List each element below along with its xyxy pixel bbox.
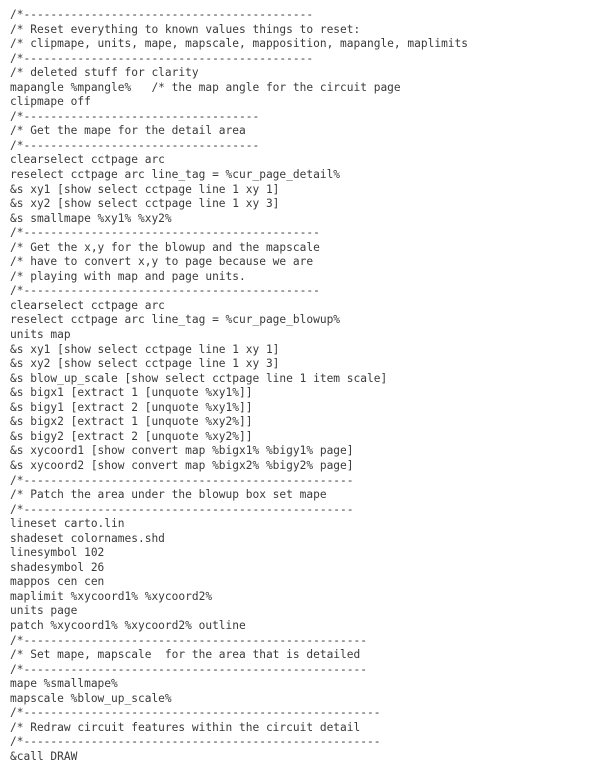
code-line: /*-------------------------------------------------: [10, 502, 354, 516]
code-line: mape %smallmape%: [10, 677, 118, 691]
code-line: &s xy2 [show select cctpage line 1 xy 3]: [10, 197, 280, 211]
code-line: &s bigy2 [extract 2 [unquote %xy2%]]: [10, 429, 253, 443]
code-line: &s xycoord1 [show convert map %bigx1% %bigy1% page]: [10, 444, 354, 458]
code-line: mapscale %blow_up_scale%: [10, 691, 172, 705]
code-line: /* clipmape, units, mape, mapscale, mapposition, mapangle, maplimits: [10, 37, 469, 51]
code-line: patch %xycoord1% %xycoord2% outline: [10, 618, 246, 632]
code-line: &s blow_up_scale [show select cctpage line 1 item scale]: [10, 371, 388, 385]
code-line: /*-------------------------------------------: [10, 51, 314, 65]
code-line: /*-------------------------------------------------: [10, 473, 354, 487]
code-line: lineset carto.lin: [10, 517, 125, 531]
code-line: /*-----------------------------------: [10, 138, 260, 152]
code-line: linesymbol 102: [10, 546, 105, 560]
code-line: &s bigy1 [extract 2 [unquote %xy1%]]: [10, 400, 253, 414]
code-line: mapangle %mpangle% /* the map angle for the circuit page: [10, 80, 401, 94]
code-line: /* Redraw circuit features within the circuit detail: [10, 720, 361, 734]
code-line: /*-------------------------------------------: [10, 8, 314, 21]
code-line: &s bigx2 [extract 1 [unquote %xy2%]]: [10, 415, 253, 429]
code-line: /*---------------------------------------------------: [10, 662, 367, 676]
code-line: units page: [10, 604, 78, 618]
code-line: /* Patch the area under the blowup box set mape: [10, 488, 327, 502]
code-line: &s bigx1 [extract 1 [unquote %xy1%]]: [10, 386, 253, 400]
code-line: /* deleted stuff for clarity: [10, 66, 199, 80]
code-line: &s xycoord2 [show convert map %bigx2% %bigy2% page]: [10, 458, 354, 472]
code-line: /* Set mape, mapscale for the area that is detailed: [10, 648, 361, 662]
code-line: &call DRAW: [10, 749, 78, 763]
code-line: clearselect cctpage arc: [10, 298, 165, 312]
code-listing: [10, 8, 590, 764]
code-line: reselect cctpage arc line_tag = %cur_page_detail%: [10, 168, 341, 182]
code-line: /*-----------------------------------------------------: [10, 735, 381, 749]
code-line: mappos cen cen: [10, 575, 105, 589]
code-line: reselect cctpage arc line_tag = %cur_page_blowup%: [10, 313, 341, 327]
code-line: maplimit %xycoord1% %xycoord2%: [10, 589, 213, 603]
code-line: /* Get the mape for the detail area: [10, 124, 246, 138]
code-line: &s xy2 [show select cctpage line 1 xy 3]: [10, 357, 280, 371]
code-line: &s xy1 [show select cctpage line 1 xy 1]: [10, 342, 280, 356]
code-line: &s xy1 [show select cctpage line 1 xy 1]: [10, 182, 280, 196]
code-line: /* have to convert x,y to page because we are: [10, 255, 314, 269]
code-line: shadesymbol 26: [10, 560, 105, 574]
code-line: /*-----------------------------------------------------: [10, 706, 381, 720]
code-line: /*---------------------------------------------------: [10, 633, 367, 647]
code-line: /*-----------------------------------: [10, 109, 260, 123]
code-line: /*--------------------------------------------: [10, 226, 320, 240]
code-line: &s smallmape %xy1% %xy2%: [10, 211, 172, 225]
code-line: /* Reset everything to known values things to reset:: [10, 22, 361, 36]
code-line: clipmape off: [10, 95, 91, 109]
code-line: /*--------------------------------------------: [10, 284, 320, 298]
code-line: /* playing with map and page units.: [10, 269, 246, 283]
code-line: clearselect cctpage arc: [10, 153, 165, 167]
code-line: /* Get the x,y for the blowup and the mapscale: [10, 240, 320, 254]
code-line: units map: [10, 328, 71, 342]
code-line: shadeset colornames.shd: [10, 531, 165, 545]
